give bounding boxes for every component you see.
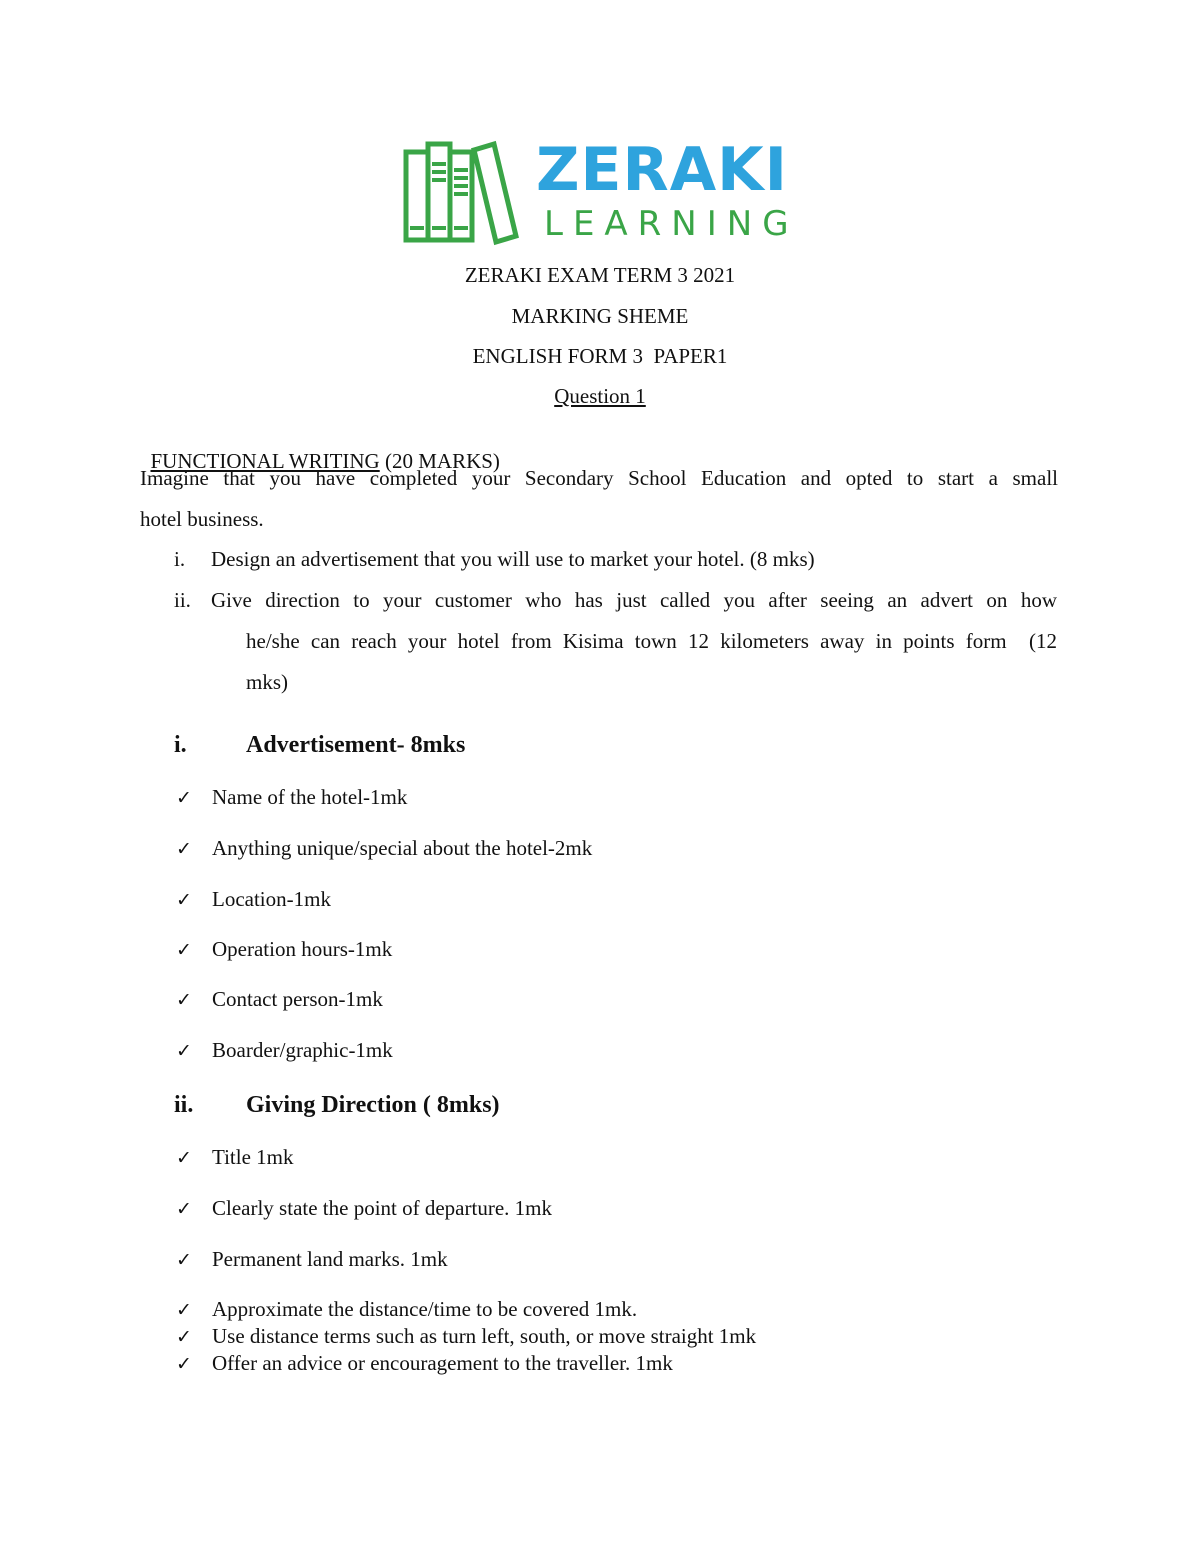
list-item: [176, 1324, 756, 1349]
checkmark-icon: ✓: [176, 838, 192, 860]
logo-name: ZERAKI: [536, 135, 788, 205]
list-item-text: Title 1mk: [212, 1145, 294, 1169]
list-item: [176, 1145, 294, 1170]
intro-text-line-1: Imagine that you have completed your Secondary School Education and opted to start a small: [140, 466, 1058, 490]
list-item: [176, 937, 392, 962]
checkmark-icon: ✓: [176, 1249, 192, 1271]
logo-tagline: LEARNING: [544, 204, 799, 244]
section-number: i.: [174, 732, 187, 758]
list-item-text: Permanent land marks. 1mk: [212, 1247, 448, 1271]
task-number: ii.: [174, 588, 191, 612]
list-item: [176, 785, 407, 810]
zeraki-learning-logo: [402, 135, 802, 246]
list-item-text: Approximate the distance/time to be covered 1mk.: [212, 1297, 638, 1321]
section-number: ii.: [174, 1092, 194, 1118]
list-item: [176, 1038, 393, 1063]
list-item: [176, 836, 592, 861]
checkmark-icon: ✓: [176, 1299, 192, 1321]
list-item: [176, 1247, 448, 1272]
list-item-text: Boarder/graphic-1mk: [212, 1038, 393, 1062]
functional-writing-marks: (20 MARKS): [379, 449, 500, 473]
list-item: [176, 1297, 637, 1322]
question-heading: Question 1: [554, 384, 646, 408]
task-number: i.: [174, 547, 186, 571]
list-item-text: Contact person-1mk: [212, 987, 383, 1011]
checkmark-icon: ✓: [176, 989, 192, 1011]
list-item-text: Name of the hotel-1mk: [212, 785, 408, 809]
list-item-text: Location-1mk: [212, 887, 331, 911]
functional-writing-label: FUNCTIONAL WRITING: [150, 449, 380, 473]
list-item: [176, 1196, 552, 1221]
checkmark-icon: ✓: [176, 1147, 192, 1169]
intro-text-line-2: hotel business.: [140, 507, 264, 531]
checkmark-icon: ✓: [176, 889, 192, 911]
list-item-text: Use distance terms such as turn left, south, or move straight 1mk: [212, 1324, 757, 1348]
checkmark-icon: ✓: [176, 1040, 192, 1062]
checkmark-icon: ✓: [176, 1353, 192, 1375]
list-item-text: Anything unique/special about the hotel-2mk: [212, 836, 593, 860]
checkmark-icon: ✓: [176, 1326, 192, 1348]
list-item-text: Operation hours-1mk: [212, 937, 393, 961]
checkmark-icon: ✓: [176, 939, 192, 961]
list-item: [176, 987, 383, 1012]
marking-scheme-title: MARKING SHEME: [511, 304, 689, 328]
list-item-text: Offer an advice or encouragement to the traveller. 1mk: [212, 1351, 673, 1375]
task-text-line-1: Give direction to your customer who has just called you after seeing an advert on how: [211, 588, 1057, 612]
task-text: Design an advertisement that you will use to market your hotel. (8 mks): [211, 547, 815, 571]
list-item: [176, 887, 331, 912]
section-title: Advertisement- 8mks: [246, 732, 466, 758]
task-text-line-3: mks): [246, 670, 288, 694]
list-item: [176, 1351, 673, 1376]
exam-title: ZERAKI EXAM TERM 3 2021: [464, 263, 736, 287]
task-text-line-2: he/she can reach your hotel from Kisima town 12 kilometers away in points form (12: [246, 629, 1057, 653]
checkmark-icon: ✓: [176, 1198, 192, 1220]
checkmark-icon: ✓: [176, 787, 192, 809]
books-icon: [402, 140, 520, 246]
subject-title: ENGLISH FORM 3 PAPER1: [472, 344, 728, 368]
section-title: Giving Direction ( 8mks): [246, 1092, 500, 1118]
list-item-text: Clearly state the point of departure. 1mk: [212, 1196, 552, 1220]
